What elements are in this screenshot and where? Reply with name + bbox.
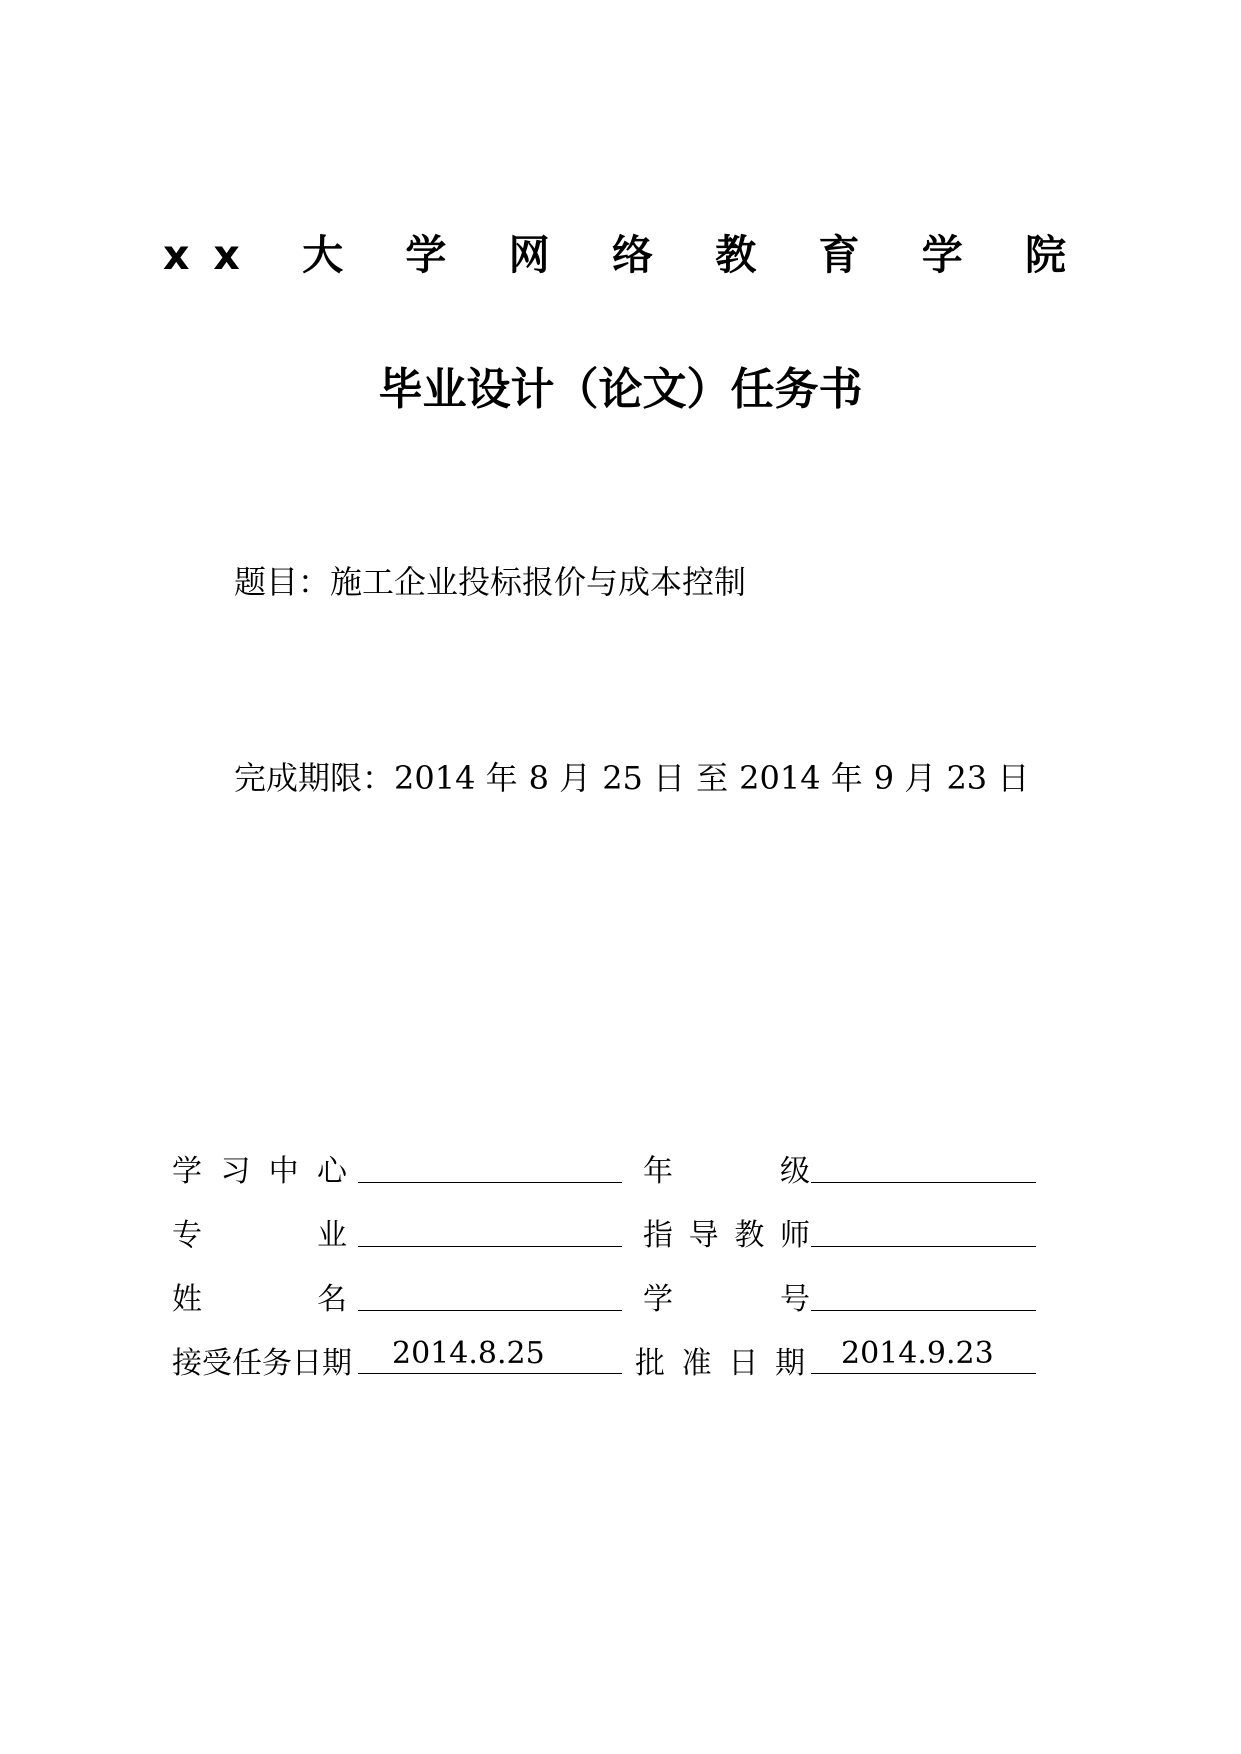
label-text: 接受任务日期 (172, 1346, 352, 1381)
label-char: 学 (643, 1282, 673, 1317)
approval-date-field[interactable]: 2014.9.23 (811, 1334, 1036, 1374)
label-char: 批 (635, 1346, 665, 1381)
label-char: 导 (688, 1218, 719, 1253)
label-char: 姓 (172, 1282, 202, 1317)
completion-period-line (234, 753, 1029, 799)
label-char: 准 (681, 1346, 712, 1381)
period-end-year: 2014 年 (739, 759, 863, 797)
label-char: 师 (779, 1218, 810, 1253)
label-char: 名 (317, 1282, 347, 1317)
topic-line (234, 557, 746, 603)
label-char: 学 (172, 1154, 202, 1189)
major-label (172, 1210, 347, 1254)
name-label (172, 1274, 347, 1318)
task-received-date-field[interactable]: 2014.8.25 (358, 1334, 622, 1374)
student-id-field[interactable] (811, 1270, 1036, 1311)
label-char: 心 (316, 1154, 347, 1189)
grade-label (643, 1146, 810, 1190)
label-char: 级 (780, 1154, 810, 1189)
advisor-label (643, 1210, 810, 1254)
period-start-month: 8 月 (528, 759, 592, 797)
name-field[interactable] (358, 1270, 622, 1311)
period-label: 完成期限： (234, 759, 395, 797)
learning-center-label (172, 1146, 347, 1190)
topic-value: 施工企业投标报价与成本控制 (330, 563, 747, 601)
label-char: 指 (643, 1218, 673, 1253)
document-title: 毕业设计（论文）任务书 (378, 364, 863, 415)
task-received-date-label (172, 1338, 352, 1382)
label-char: 习 (220, 1154, 251, 1189)
learning-center-field[interactable] (358, 1142, 622, 1183)
label-char: 中 (268, 1154, 299, 1189)
period-end-month-day: 9 月 23 日 (873, 759, 1030, 797)
label-char: 期 (774, 1346, 805, 1381)
label-char: 年 (643, 1154, 673, 1189)
topic-label: 题目： (234, 563, 331, 601)
label-char: 教 (734, 1218, 765, 1253)
school-name: xx 大 学 网 络 教 育 学 院 (162, 231, 1091, 279)
grade-field[interactable] (811, 1142, 1036, 1183)
student-id-label (643, 1274, 810, 1318)
period-start-year: 2014 年 (394, 759, 518, 797)
period-to: 至 (696, 759, 729, 797)
label-char: 专 (172, 1218, 202, 1253)
major-field[interactable] (358, 1206, 622, 1247)
label-char: 号 (780, 1282, 810, 1317)
approval-date-label (635, 1338, 805, 1382)
period-start-day: 25 日 (602, 759, 686, 797)
label-char: 业 (317, 1218, 347, 1253)
label-char: 日 (728, 1346, 759, 1381)
advisor-field[interactable] (811, 1206, 1036, 1247)
